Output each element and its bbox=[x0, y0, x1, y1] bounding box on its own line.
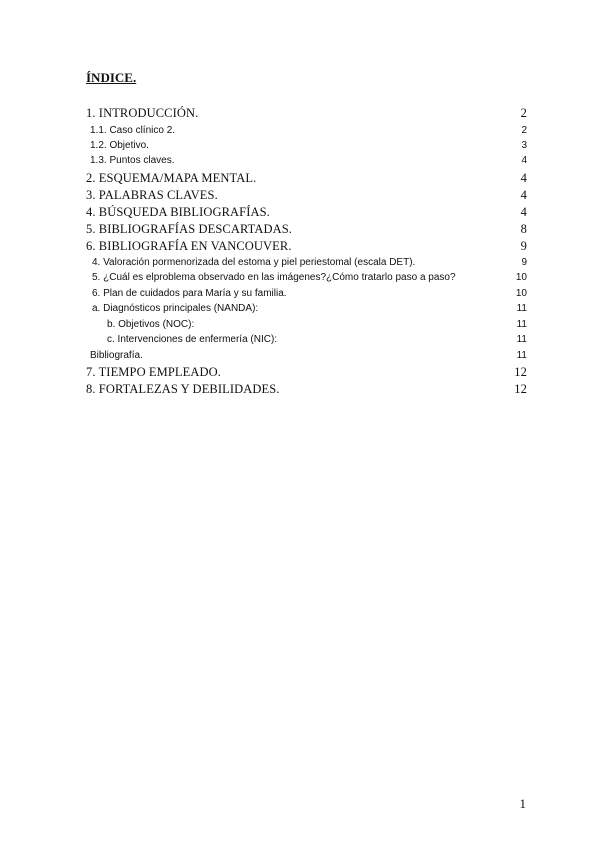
toc-entry-page: 11 bbox=[516, 350, 527, 361]
toc-entry[interactable] bbox=[0, 319, 600, 335]
toc-entry-label: 1.2. Objetivo. bbox=[90, 140, 149, 151]
toc-entry[interactable] bbox=[0, 239, 600, 255]
page-number: 1 bbox=[519, 796, 526, 811]
toc-entry-page: 4 bbox=[520, 171, 527, 185]
toc-entry[interactable] bbox=[0, 365, 600, 381]
toc-entry-page: 10 bbox=[515, 288, 527, 299]
toc-entry-label: b. Objetivos (NOC): bbox=[107, 319, 195, 330]
toc-entry-page: 9 bbox=[520, 239, 527, 253]
toc-entry[interactable] bbox=[0, 188, 600, 204]
toc-entry-label: 4. Valoración pormenorizada del estoma y piel periestomal (escala DET). bbox=[92, 257, 416, 268]
toc-entry-page: 12 bbox=[514, 365, 527, 379]
toc-entry[interactable] bbox=[0, 272, 600, 288]
toc-entry[interactable] bbox=[0, 222, 600, 238]
toc-entry-page: 8 bbox=[520, 222, 527, 236]
toc-entry[interactable] bbox=[0, 334, 600, 350]
toc-entry-page: 9 bbox=[521, 257, 527, 268]
toc-entry-label: 6. BIBLIOGRAFÍA EN VANCOUVER. bbox=[86, 239, 292, 253]
toc-entry[interactable] bbox=[0, 257, 600, 273]
toc-title: ÍNDICE. bbox=[86, 70, 137, 85]
toc-entry[interactable] bbox=[0, 303, 600, 319]
toc-entry-page: 3 bbox=[521, 140, 527, 151]
toc-entry-page: 11 bbox=[516, 334, 527, 345]
toc-entry-label: 1.3. Puntos claves. bbox=[90, 155, 175, 166]
toc-entry-page: 12 bbox=[514, 382, 527, 396]
toc-entry-page: 4 bbox=[520, 188, 527, 202]
toc-entry-label: 8. FORTALEZAS Y DEBILIDADES. bbox=[86, 382, 280, 396]
toc-entry-page: 2 bbox=[521, 125, 527, 136]
toc-entry[interactable] bbox=[0, 125, 600, 141]
toc-entry[interactable] bbox=[0, 288, 600, 304]
toc-entry[interactable] bbox=[0, 171, 600, 187]
toc-entry[interactable] bbox=[0, 350, 600, 366]
toc-entry-page: 11 bbox=[516, 319, 527, 330]
toc-entry-page: 10 bbox=[515, 272, 527, 283]
toc-entry-label: c. Intervenciones de enfermería (NIC): bbox=[107, 334, 278, 345]
toc-entry-page: 4 bbox=[521, 155, 527, 166]
toc-entry-label: Bibliografía. bbox=[90, 350, 143, 361]
toc-entry[interactable] bbox=[0, 382, 600, 398]
toc-entry-label: 1. INTRODUCCIÓN. bbox=[86, 106, 199, 120]
toc-entry[interactable] bbox=[0, 155, 600, 171]
toc-entry-label: 1.1. Caso clínico 2. bbox=[90, 125, 176, 136]
toc-entry-label: 5. ¿Cuál es elproblema observado en las imágenes?¿Cómo tratarlo paso a paso? bbox=[92, 272, 456, 283]
toc-entry-label: a. Diagnósticos principales (NANDA): bbox=[92, 303, 259, 314]
toc-entry[interactable] bbox=[0, 106, 600, 122]
toc-entry[interactable] bbox=[0, 205, 600, 221]
toc-entry-page: 11 bbox=[516, 303, 527, 314]
toc-entry-label: 3. PALABRAS CLAVES. bbox=[86, 188, 218, 202]
toc-entry-label: 4. BÚSQUEDA BIBLIOGRAFÍAS. bbox=[86, 205, 270, 219]
toc-entry-label: 6. Plan de cuidados para María y su familia. bbox=[92, 288, 287, 299]
toc-entry-page: 4 bbox=[520, 205, 527, 219]
toc-entry-label: 2. ESQUEMA/MAPA MENTAL. bbox=[86, 171, 257, 185]
toc-entry-label: 7. TIEMPO EMPLEADO. bbox=[86, 365, 222, 379]
toc-entry-label: 5. BIBLIOGRAFÍAS DESCARTADAS. bbox=[86, 222, 293, 236]
toc-entry-page: 2 bbox=[520, 106, 527, 120]
toc-entry[interactable] bbox=[0, 140, 600, 156]
